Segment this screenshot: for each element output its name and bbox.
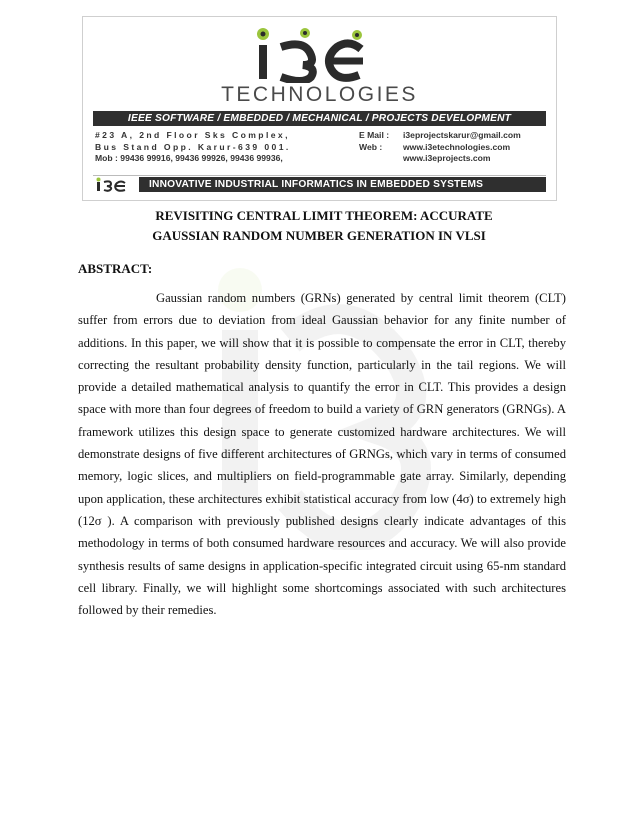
contact-block [359,130,521,165]
address-line: Bus Stand Opp. Karur-639 001. [95,141,291,152]
company-name: TECHNOLOGIES [221,83,418,106]
tagline-row [93,175,546,193]
email-label: E Mail : [359,130,390,140]
abstract-heading: ABSTRACT: [78,261,153,276]
letterhead-banner [82,16,557,201]
i3e-mini-logo [95,177,133,192]
mobile-line: Mob : 99436 99916, 99436 99926, 99436 99936, [95,153,283,163]
abstract-paragraph: Gaussian random numbers (GRNs) generated by central limit theorem (CLT) suffer from errors due to deviation from ideal Gaussian behavior for any finite number of additions. In this paper, we will show that it is possible to compensate the error in CLT, thereby correcting the resultant probability density function, particularly in the tail regions. We will provide a detailed mathematical analysis to quantify the error in CLT. This provides a design space with more than four degrees of freedom to build a variety of GRN generators (GRNGs). A framework utilizes this design space to generate customized hardware architectures. We will demonstrate designs of five different architectures of GRNGs, which vary in terms of consumed memory, logic slices, and multipliers on field-programmable gate array. Similarly, depending upon application, these architectures exhibit statistical accuracy from low (4σ) to extremely high (12σ ). A comparison with previously published designs clearly indicate advantages of this methodology in terms of both consumed hardware resources and accuracy. We will also provide synthesis results of same designs in application-specific integrated circuit using 65-nm standard cell library. Finally, we will highlight some shortcomings associated with such architectures followed by their remedies. [78,291,566,618]
title-line: REVISITING CENTRAL LIMIT THEOREM: ACCURATE [155,208,493,223]
email-link[interactable]: i3eprojectskarur@gmail.com [403,130,521,140]
web-link[interactable]: www.i3eprojects.com [403,153,491,163]
web-label: Web : [359,141,383,152]
address-line: #23 A, 2nd Floor Sks Complex, [95,130,290,140]
tagline-bar: INNOVATIVE INDUSTRIAL INFORMATICS IN EMBEDDED SYSTEMS [139,177,546,192]
title-line: GAUSSIAN RANDOM NUMBER GENERATION IN VLSI [152,228,486,243]
address-block [95,130,291,165]
web-link[interactable]: www.i3etechnologies.com [403,141,511,152]
i3e-logo [253,25,393,83]
document-title [0,206,638,246]
services-bar: IEEE SOFTWARE / EMBEDDED / MECHANICAL / PROJECTS DEVELOPMENT [93,111,546,126]
